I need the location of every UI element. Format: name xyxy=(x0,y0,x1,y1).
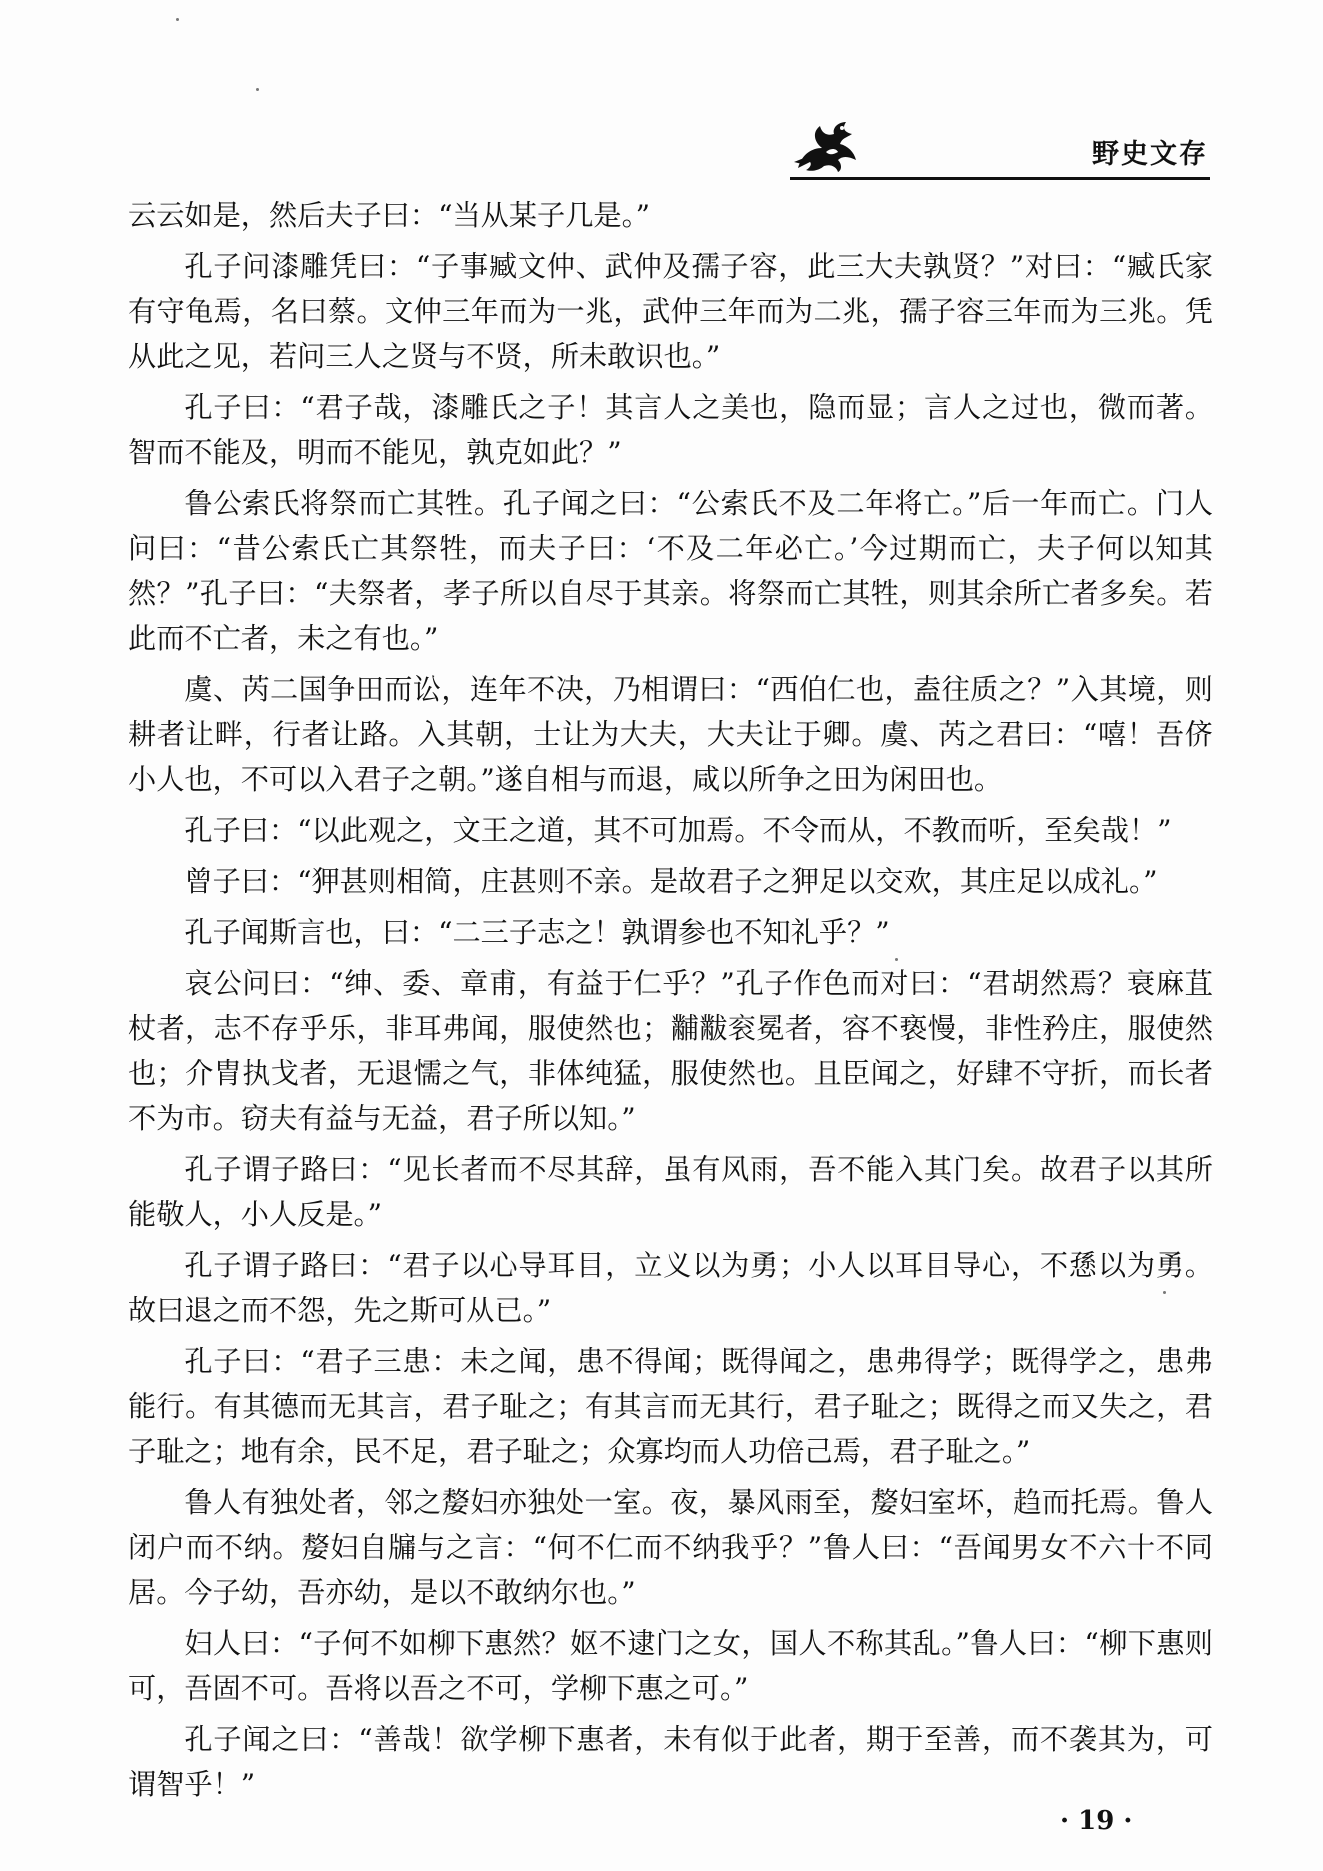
paragraph: 鲁人有独处者，邻之嫠妇亦独处一室。夜，暴风雨至，嫠妇室坏，趋而托焉。鲁人闭户而不纳。嫠妇自牖与之言：“何不仁而不纳我乎？”鲁人曰：“吾闻男女不六十不同居。今子幼，吾亦幼，是以不敢纳尔也。” xyxy=(128,1486,1213,1609)
running-header xyxy=(790,118,1210,180)
paragraph: 鲁公索氏将祭而亡其牲。孔子闻之曰：“公索氏不及二年将亡。”后一年而亡。门人问曰：“昔公索氏亡其祭牲，而夫子曰：‘不及二年必亡。’今过期而亡，夫子何以知其然？”孔子曰：“夫祭者，孝子所以自尽于其亲。将祭而亡其牲，则其余所亡者多矣。若此而不亡者，未之有也。” xyxy=(128,487,1213,655)
page-number: · 19 · xyxy=(1060,1806,1133,1836)
paragraph: 孔子曰：“君子哉，漆雕氏之子！其言人之美也，隐而显；言人之过也，微而著。智而不能及，明而不能见，孰克如此？” xyxy=(128,391,1213,469)
body-text xyxy=(128,193,1213,1813)
paragraph: 孔子谓子路曰：“见长者而不尽其辞，虽有风雨，吾不能入其门矣。故君子以其所能敬人，小人反是。” xyxy=(128,1153,1213,1231)
paragraph: 孔子谓子路曰：“君子以心导耳目，立义以为勇；小人以耳目导心，不愻以为勇。故曰退之而不怨，先之斯可从已。” xyxy=(128,1249,1213,1327)
paragraph: 孔子问漆雕凭曰：“子事臧文仲、武仲及孺子容，此三大夫孰贤？”对曰：“臧氏家有守龟焉，名曰蔡。文仲三年而为一兆，武仲三年而为二兆，孺子容三年而为三兆。凭从此之见，若问三人之贤与不贤，所未敢识也。” xyxy=(128,250,1213,373)
paragraph: 孔子闻之曰：“善哉！欲学柳下惠者，未有似于此者，期于至善，而不袭其为，可谓智乎！” xyxy=(128,1723,1213,1801)
paragraph: 妇人曰：“子何不如柳下惠然？妪不逮门之女，国人不称其乱。”鲁人曰：“柳下惠则可，吾固不可。吾将以吾之不可，学柳下惠之可。” xyxy=(128,1627,1213,1705)
paragraph: 孔子曰：“君子三患：未之闻，患不得闻；既得闻之，患弗得学；既得学之，患弗能行。有其德而无其言，君子耻之；有其言而无其行，君子耻之；既得之而又失之，君子耻之；地有余，民不足，君子耻之；众寡均而人功倍己焉，君子耻之。” xyxy=(128,1345,1213,1468)
scan-speck xyxy=(256,88,259,91)
running-title: 野史文存 xyxy=(1092,139,1208,170)
dragon-emblem-icon xyxy=(792,118,860,174)
paragraph: 曾子曰：“狎甚则相简，庄甚则不亲。是故君子之狎足以交欢，其庄足以成礼。” xyxy=(184,865,1158,898)
paragraph: 云云如是，然后夫子曰：“当从某子几是。” xyxy=(128,199,651,232)
paragraph: 孔子曰：“以此观之，文王之道，其不可加焉。不令而从，不教而听，至矣哉！” xyxy=(184,814,1172,847)
header-rule xyxy=(790,177,1210,180)
paragraph: 哀公问曰：“绅、委、章甫，有益于仁乎？”孔子作色而对曰：“君胡然焉？衰麻苴杖者，志不存乎乐，非耳弗闻，服使然也；黼黻衮冕者，容不亵慢，非性矜庄，服使然也；介胄执戈者，无退懦之气，非体纯猛，服使然也。且臣闻之，好肆不守折，而长者不为市。窃夫有益与无益，君子所以知。” xyxy=(128,967,1213,1135)
paragraph: 虞、芮二国争田而讼，连年不决，乃相谓曰：“西伯仁也，盍往质之？”入其境，则耕者让畔，行者让路。入其朝，士让为大夫，大夫让于卿。虞、芮之君曰：“嘻！吾侪小人也，不可以入君子之朝。”遂自相与而退，咸以所争之田为闲田也。 xyxy=(128,673,1213,796)
paragraph: 孔子闻斯言也，曰：“二三子志之！孰谓参也不知礼乎？” xyxy=(184,916,890,949)
scan-speck xyxy=(176,18,179,21)
